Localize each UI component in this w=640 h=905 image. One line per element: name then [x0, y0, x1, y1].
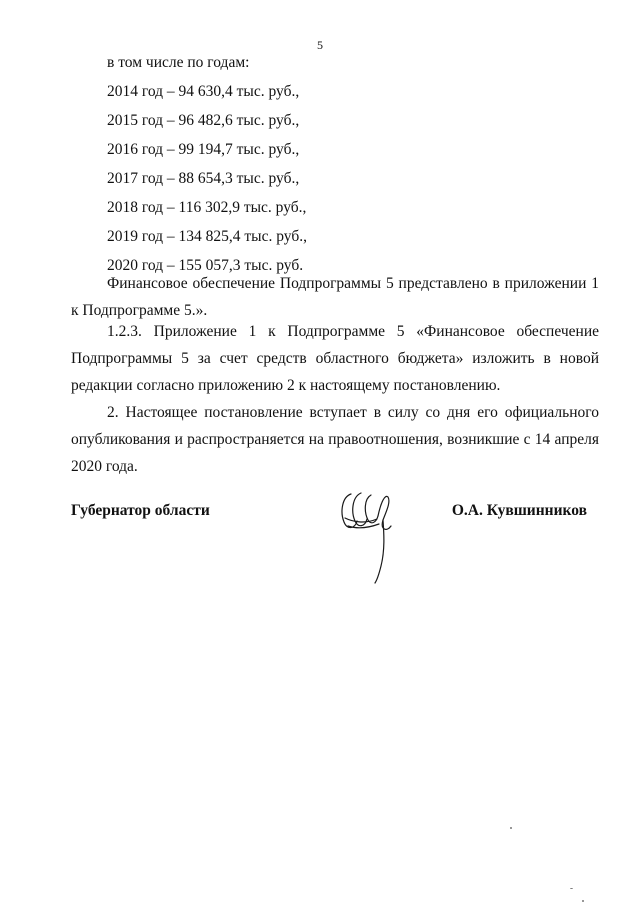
financing-paragraph: Финансовое обеспечение Подпрограммы 5 представлено в приложении 1 к Подпрограмме 5.». — [71, 275, 599, 319]
year-amount-2014: 2014 год – 94 630,4 тыс. руб., — [107, 83, 300, 100]
page-number: 5 — [317, 38, 323, 52]
scan-speck — [582, 900, 584, 902]
scan-speck — [570, 888, 573, 889]
year-amount-2015: 2015 год – 96 482,6 тыс. руб., — [107, 112, 300, 129]
year-amount-2018: 2018 год – 116 302,9 тыс. руб., — [107, 199, 307, 216]
effective-date-paragraph: 2. Настоящее постановление вступает в силу со дня его официального опубликования и распространяется на правоотношения, возникшие с 14 апреля 2020 года. — [71, 404, 599, 475]
year-amount-2016: 2016 год – 99 194,7 тыс. руб., — [107, 141, 300, 158]
year-amount-2019: 2019 год – 134 825,4 тыс. руб., — [107, 228, 307, 245]
year-amount-2017: 2017 год – 88 654,3 тыс. руб., — [107, 170, 300, 187]
years-intro: в том числе по годам: — [107, 54, 250, 71]
signature-block — [71, 500, 599, 590]
appendix-paragraph: 1.2.3. Приложение 1 к Подпрограмме 5 «Финансовое обеспечение Подпрограммы 5 за счет средств областного бюджета» изложить в новой редакции согласно приложению 2 к настоящему постановлению. — [71, 323, 599, 394]
signatory-name: О.А. Кувшинников — [451, 502, 587, 519]
year-amount-2020: 2020 год – 155 057,3 тыс. руб. — [107, 257, 304, 274]
signatory-title: Губернатор области — [71, 502, 210, 519]
scan-speck — [510, 827, 512, 829]
year-amount-list — [107, 77, 307, 280]
handwritten-signature — [337, 488, 405, 584]
